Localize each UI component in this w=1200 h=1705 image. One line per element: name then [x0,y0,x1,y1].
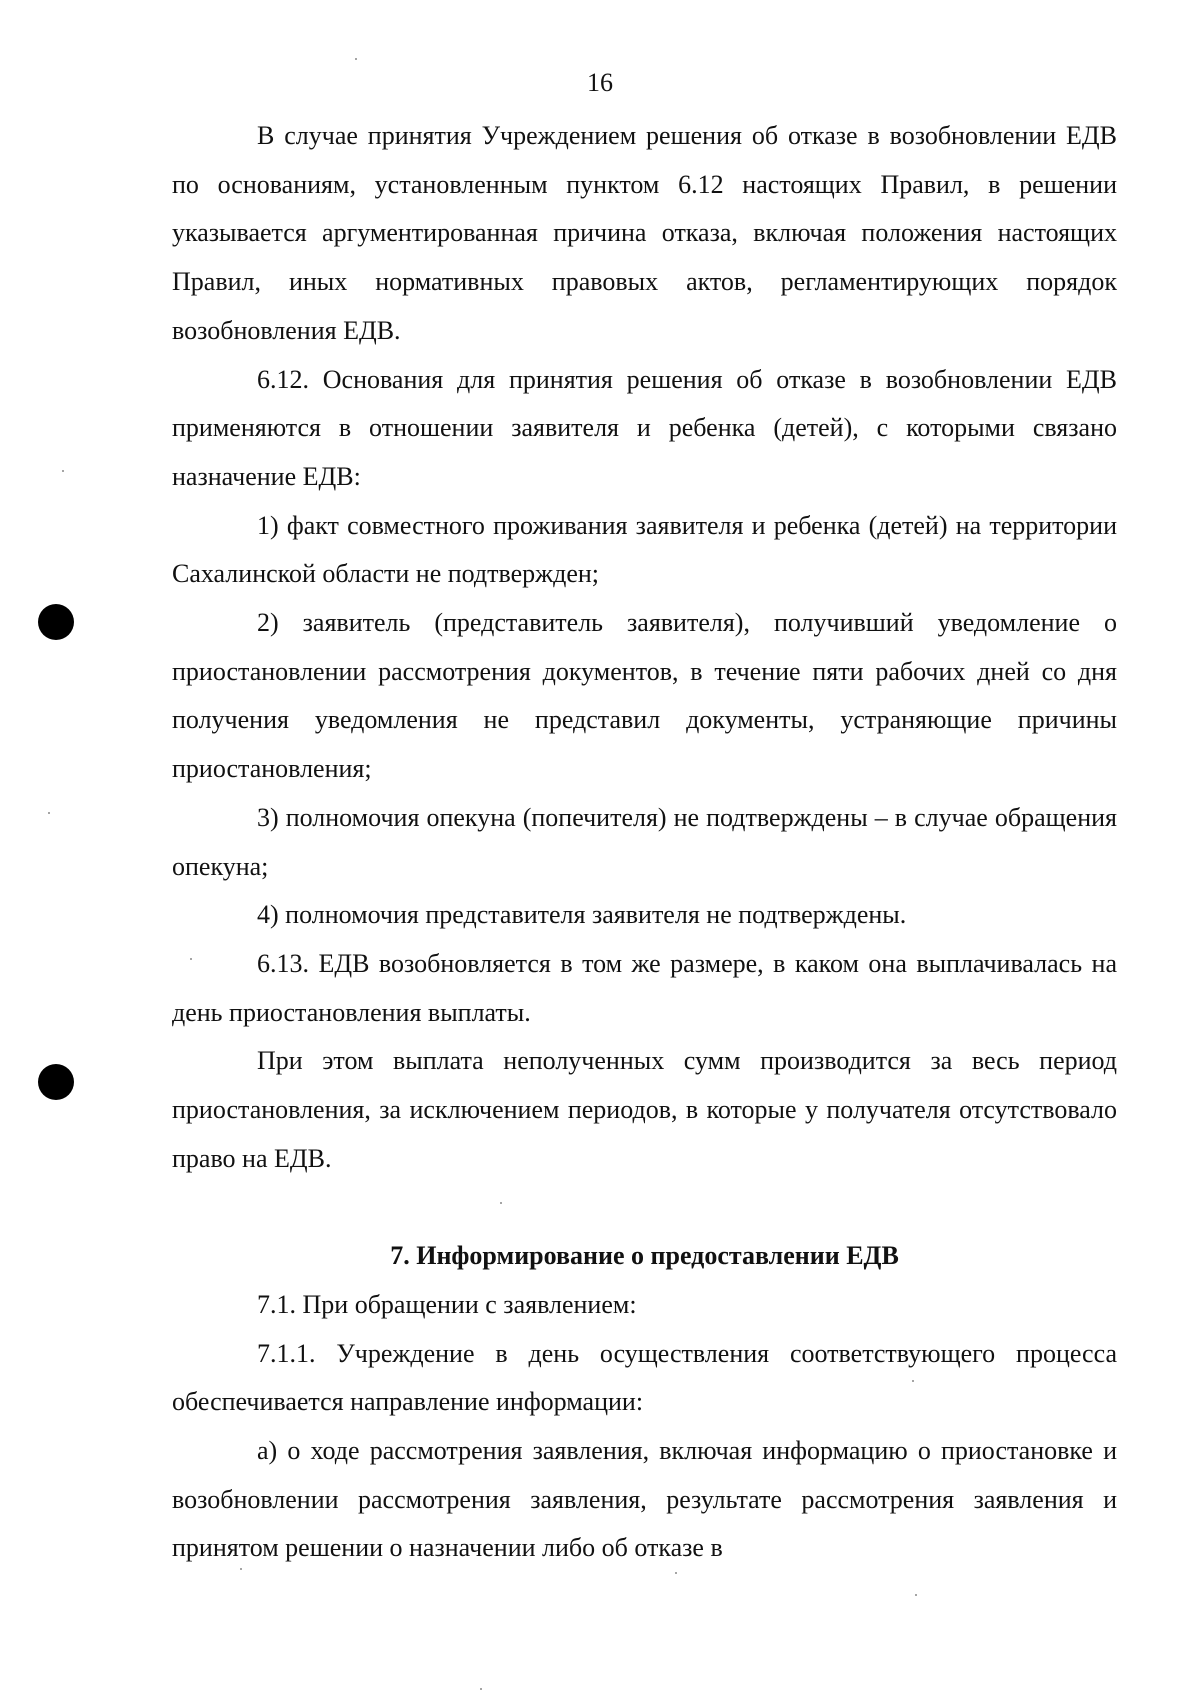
scan-speck [500,1202,502,1204]
punch-hole [38,604,74,640]
scan-speck [62,470,64,472]
paragraph-6-13: 6.13. ЕДВ возобновляется в том же размере, в каком она выплачивалась на день приостановления выплаты. [172,948,1117,1027]
paragraph-7-1-1: 7.1.1. Учреждение в день осуществления соответствующего процесса обеспечивается направление информации: [172,1338,1117,1417]
scan-speck [912,1380,914,1382]
document-body [172,112,1117,1573]
scan-speck [915,1594,917,1596]
page-number: 16 [587,68,613,97]
scan-speck [190,958,192,960]
paragraph-6-12: 6.12. Основания для принятия решения об отказе в возобновлении ЕДВ применяются в отношении заявителя и ребенка (детей), с которыми связано назначение ЕДВ: [172,364,1117,491]
scan-speck [675,1572,677,1574]
scan-speck [355,58,357,60]
list-item-a: а) о ходе рассмотрения заявления, включая информацию о приостановке и возобновлении рассмотрения заявления, результате рассмотрения заявления и принятом решении о назначении либо об отказе в [172,1435,1117,1563]
punch-hole [38,1064,74,1100]
scan-speck [48,812,50,814]
paragraph-unpaid-sums: При этом выплата неполученных сумм производится за весь период приостановления, за исключением периодов, в которые у получателя отсутствовало право на ЕДВ. [172,1046,1117,1173]
scan-speck [240,1568,242,1570]
list-item-4: 4) полномочия представителя заявителя не подтверждены. [257,900,907,930]
scan-speck [480,1688,482,1690]
paragraph-refusal-decision: В случае принятия Учреждением решения об отказе в возобновлении ЕДВ по основаниям, установленным пунктом 6.12 настоящих Правил, в решении указывается аргументированная причина отказа, включая положения настоящих Правил, иных нормативных правовых актов, регламентирующих порядок возобновления ЕДВ. [172,121,1117,345]
list-item-3: 3) полномочия опекуна (попечителя) не подтверждены – в случае обращения опекуна; [172,802,1117,881]
paragraph-7-1: 7.1. При обращении с заявлением: [257,1289,637,1319]
list-item-2: 2) заявитель (представитель заявителя), получивший уведомление о приостановлении рассмотрения документов, в течение пяти рабочих дней со дня получения уведомления не представил документы, устраняющие причины приостановления; [172,608,1117,784]
section-heading: 7. Информирование о предоставлении ЕДВ [390,1241,899,1271]
list-item-1: 1) факт совместного проживания заявителя и ребенка (детей) на территории Сахалинской области не подтвержден; [172,510,1117,589]
section-spacer [172,1183,1117,1232]
